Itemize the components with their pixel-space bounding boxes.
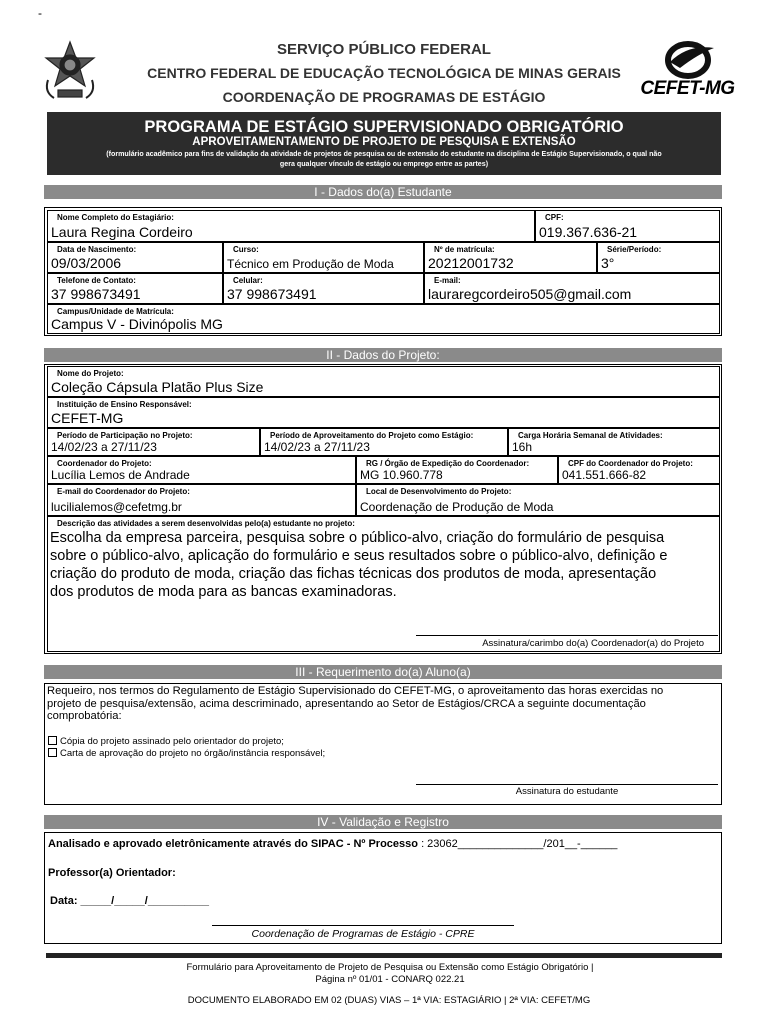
coordinator-rg-label: RG / Órgão de Expedição do Coordenador: xyxy=(366,459,530,468)
course-label: Curso: xyxy=(233,245,259,254)
institution-value: CEFET-MG xyxy=(51,410,124,426)
weekly-hours-label: Carga Horária Semanal de Atividades: xyxy=(518,431,663,440)
request-text xyxy=(47,685,719,723)
coordinator-signature-line xyxy=(416,635,718,636)
coordinator-cpf-value: 041.551.666-82 xyxy=(562,468,647,482)
activity-description-label: Descrição das atividades a serem desenvolvidas pelo(a) estudante no projeto: xyxy=(57,519,355,528)
mobile-field[interactable] xyxy=(223,273,424,304)
birth-date-value: 09/03/2006 xyxy=(51,255,122,271)
birth-date-label: Data de Nascimento: xyxy=(57,245,137,254)
enrollment-field[interactable] xyxy=(424,242,597,273)
campus-value: Campus V - Divinópolis MG xyxy=(51,316,223,332)
institution-label: Instituição de Ensino Responsável: xyxy=(57,400,192,409)
activity-description-line: Escolha da empresa parceira, pesquisa sobre o público-alvo, criação do formulário de pesquisa xyxy=(50,530,665,546)
header-line-1: SERVIÇO PÚBLICO FEDERAL xyxy=(277,41,491,58)
banner-subtitle: APROVEITAMENTAMENTO DE PROJETO DE PESQUISA E EXTENSÃO xyxy=(192,136,576,148)
activity-description-line: criação do produto de moda, criação das fichas técnicas dos produtos de moda, apresentação xyxy=(50,566,657,582)
coordinator-signature-label: Assinatura/carimbo do(a) Coordenador(a) do Projeto xyxy=(482,638,704,649)
project-name-value: Coleção Cápsula Platão Plus Size xyxy=(51,379,264,395)
grade-value: 3° xyxy=(601,255,615,271)
email-label: E-mail: xyxy=(434,276,461,285)
banner-title: PROGRAMA DE ESTÁGIO SUPERVISIONADO OBRIGATÓRIO xyxy=(144,118,624,136)
student-name-field[interactable] xyxy=(47,210,535,242)
sipac-process-line xyxy=(48,838,617,850)
banner-note-1: (formulário acadêmico para fins de validação da atividade de projetos de pesquisa ou de extensão do estudante na disciplina de Estágio Supervisionado, o qual não xyxy=(106,150,662,158)
header-line-2: CENTRO FEDERAL DE EDUCAÇÃO TECNOLÓGICA DE MINAS GERAIS xyxy=(147,65,621,81)
top-mark: - xyxy=(38,6,42,20)
student-name-value: Laura Regina Cordeiro xyxy=(51,224,193,240)
coordinator-value: Lucília Lemos de Andrade xyxy=(51,468,190,482)
cpre-signature-label: Coordenação de Programas de Estágio - CPRE xyxy=(251,928,475,940)
participation-period-field[interactable] xyxy=(47,428,260,456)
checkbox-approval-letter-label: Carta de aprovação do projeto no órgão/instância responsável; xyxy=(60,748,326,759)
activity-description-text xyxy=(50,529,667,601)
banner-note-2: gera qualquer vínculo de estágio ou emprego entre as partes) xyxy=(279,160,489,168)
program-banner xyxy=(47,112,721,175)
coordinator-cpf-field[interactable] xyxy=(558,456,720,484)
student-signature-line xyxy=(416,784,718,785)
coordinator-rg-value: MG 10.960.778 xyxy=(360,468,443,482)
section-2-title: II - Dados do Projeto: xyxy=(44,348,722,362)
mobile-label: Celular: xyxy=(233,276,263,285)
sipac-process-label: Analisado e aprovado eletrônicamente através do SIPAC - Nº Processo xyxy=(48,838,418,850)
coordinator-email-value: lucilialemos@cefetmg.br xyxy=(51,500,182,514)
coordinator-rg-field[interactable] xyxy=(356,456,558,484)
request-text-line: Requeiro, nos termos do Regulamento de Estágio Supervisionado do CEFET-MG, o aproveitamento das horas exercidas no xyxy=(47,685,664,697)
student-cpf-label: CPF: xyxy=(545,213,564,222)
coordinator-email-label: E-mail do Coordenador do Projeto: xyxy=(57,487,190,496)
institution-field[interactable] xyxy=(47,397,720,428)
footer-line-3: DOCUMENTO ELABORADO EM 02 (DUAS) VIAS – 1ª VIA: ESTAGIÁRIO | 2ª VIA: CEFET/MG xyxy=(187,995,591,1006)
development-location-field[interactable] xyxy=(356,484,720,516)
grade-field[interactable] xyxy=(597,242,720,273)
cpre-signature-line xyxy=(212,925,514,926)
cefet-swoosh-icon xyxy=(640,40,735,80)
enrollment-label: Nº de matrícula: xyxy=(434,245,495,254)
participation-period-label: Período de Participação no Projeto: xyxy=(57,431,193,440)
activity-description-line: dos produtos de moda para as bancas examinadoras. xyxy=(50,584,397,600)
cefet-logo xyxy=(640,40,735,102)
student-cpf-field[interactable] xyxy=(535,210,720,242)
weekly-hours-field[interactable] xyxy=(508,428,720,456)
use-period-value: 14/02/23 a 27/11/23 xyxy=(264,440,370,454)
email-field[interactable] xyxy=(424,273,720,304)
project-name-label: Nome do Projeto: xyxy=(57,369,124,378)
student-signature-label: Assinatura do estudante xyxy=(515,786,619,797)
checkbox-project-copy[interactable] xyxy=(48,736,284,747)
participation-period-value: 14/02/23 a 27/11/23 xyxy=(51,440,157,454)
header-line-3: COORDENAÇÃO DE PROGRAMAS DE ESTÁGIO xyxy=(222,89,546,105)
coordinator-field[interactable] xyxy=(47,456,356,484)
use-period-label: Período de Aproveitamento do Projeto como Estágio: xyxy=(270,431,474,440)
campus-label: Campus/Unidade de Matrícula: xyxy=(57,307,174,316)
footer-divider xyxy=(46,953,722,958)
activity-description-field[interactable] xyxy=(47,516,720,652)
phone-value: 37 998673491 xyxy=(51,286,141,302)
development-location-label: Local de Desenvolvimento do Projeto: xyxy=(366,487,512,496)
course-field[interactable] xyxy=(223,242,424,273)
request-text-line: comprobatória: xyxy=(47,710,122,722)
grade-label: Série/Período: xyxy=(607,245,662,254)
phone-label: Telefone de Contato: xyxy=(57,276,136,285)
student-cpf-value: 019.367.636-21 xyxy=(539,224,638,240)
project-name-field[interactable] xyxy=(47,366,720,397)
coordinator-label: Coordenador do Projeto: xyxy=(57,459,152,468)
footer-line-1: Formulário para Aproveitamento de Projeto de Pesquisa ou Extensão como Estágio Obrigatório | xyxy=(186,962,594,973)
student-name-label: Nome Completo do Estagiário: xyxy=(57,213,174,222)
section-4-title: IV - Validação e Registro xyxy=(44,815,722,829)
campus-field[interactable] xyxy=(47,304,720,334)
request-text-line: projeto de pesquisa/extensão, acima descriminado, apresentando ao Setor de Estágios/CRCA a seguinte documentação xyxy=(47,697,646,710)
use-period-field[interactable] xyxy=(260,428,508,456)
development-location-value: Coordenação de Produção de Moda xyxy=(360,500,554,514)
advisor-professor-label: Professor(a) Orientador: xyxy=(48,867,176,879)
phone-field[interactable] xyxy=(47,273,223,304)
cefet-logo-text: CEFET-MG xyxy=(640,78,735,99)
section-1-title: I - Dados do(a) Estudante xyxy=(44,185,722,199)
birth-date-field[interactable] xyxy=(47,242,223,273)
enrollment-value: 20212001732 xyxy=(428,255,514,271)
weekly-hours-value: 16h xyxy=(512,440,533,454)
checkbox-approval-letter[interactable] xyxy=(48,748,325,759)
sipac-process-value[interactable]: : 23062______________/201__-______ xyxy=(421,838,618,850)
coordinator-cpf-label: CPF do Coordenador do Projeto: xyxy=(568,459,693,468)
checkbox-icon[interactable] xyxy=(48,748,57,757)
footer-line-2: Página nº 01/01 - CONARQ 022.21 xyxy=(315,974,465,985)
course-value: Técnico em Produção de Moda xyxy=(227,257,394,271)
section-3-title: III - Requerimento do(a) Aluno(a) xyxy=(44,665,722,679)
activity-description-line: sobre o público-alvo, aplicação do formulário e seus resultados sobre o público-alvo, definição e xyxy=(50,548,668,564)
coordinator-email-field[interactable] xyxy=(47,484,356,516)
checkbox-icon[interactable] xyxy=(48,736,57,745)
validation-date-field[interactable]: Data: _____/_____/__________ xyxy=(50,895,210,907)
mobile-value: 37 998673491 xyxy=(227,286,317,302)
checkbox-project-copy-label: Cópia do projeto assinado pelo orientador do projeto; xyxy=(60,736,284,747)
email-value: lauraregcordeiro505@gmail.com xyxy=(428,286,632,302)
